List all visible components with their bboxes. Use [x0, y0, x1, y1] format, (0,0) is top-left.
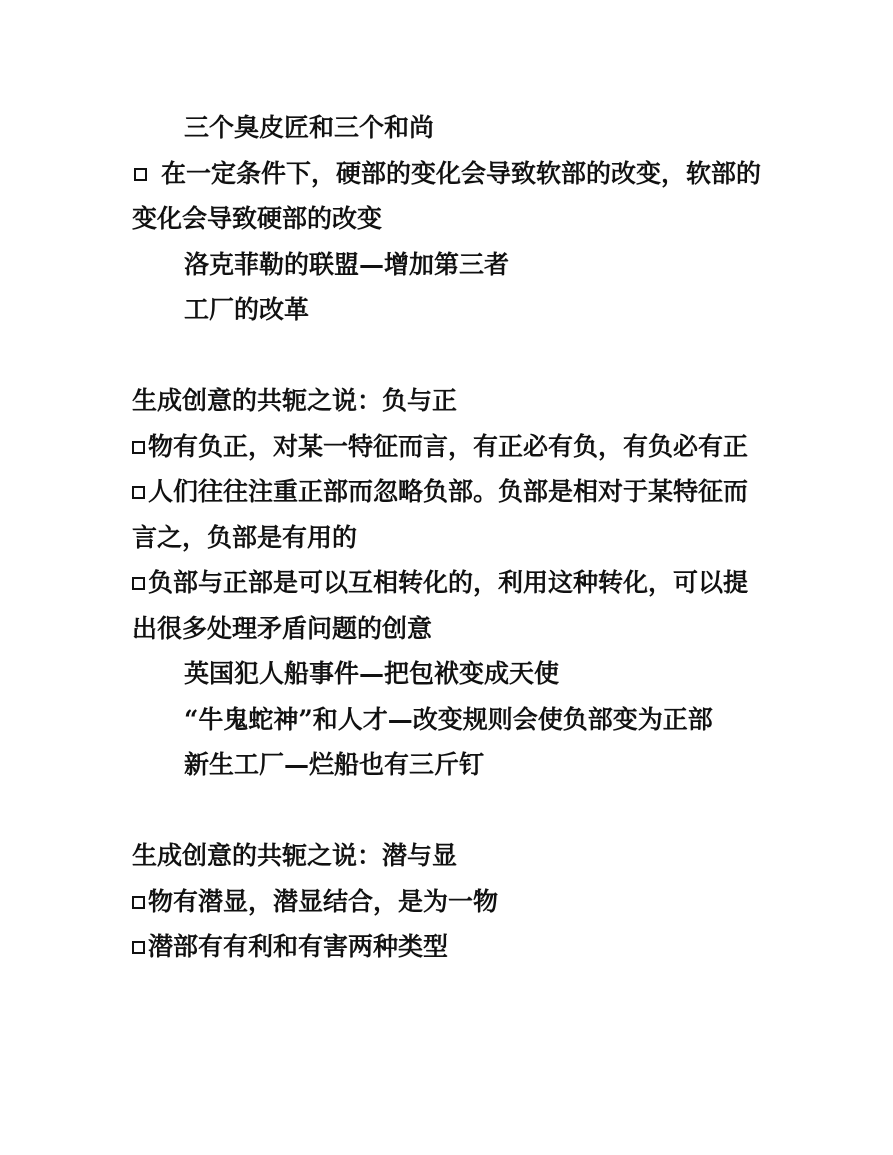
square-bullet-icon: [132, 896, 145, 909]
bullet-paragraph: [132, 469, 772, 560]
square-bullet-icon: [132, 486, 145, 499]
square-bullet-icon: [134, 168, 147, 181]
blank-line: [132, 333, 772, 379]
example-line: “牛鬼蛇神”和人才—改变规则会使负部变为正部: [184, 704, 713, 734]
bullet-text: 物有潜显，潜显结合，是为一物: [148, 886, 499, 916]
bullet-text: 负部与正部是可以互相转化的，利用这种转化，可以提出很多处理矛盾问题的创意: [132, 568, 749, 643]
section-heading: 生成创意的共轭之说：潜与显: [132, 841, 458, 870]
bullet-paragraph: [132, 151, 772, 242]
bullet-text: 在一定条件下，硬部的变化会导致软部的改变，软部的变化会导致硬部的改变: [132, 158, 762, 233]
example-line: 工厂的改革: [184, 295, 310, 324]
example-line: 英国犯人船事件—把包袱变成天使: [184, 659, 560, 688]
bullet-text: 人们往往注重正部而忽略负部。负部是相对于某特征而言之，负部是有用的: [132, 477, 749, 552]
square-bullet-icon: [132, 577, 145, 590]
bullet-paragraph: [132, 879, 772, 925]
section-heading: 生成创意的共轭之说：负与正: [132, 386, 458, 415]
bullet-paragraph: [132, 560, 772, 651]
bullet-text: 潜部有有利和有害两种类型: [148, 932, 449, 961]
bullet-paragraph: [132, 924, 772, 970]
blank-line: [132, 788, 772, 834]
bullet-text: 物有负正，对某一特征而言，有正必有负，有负必有正: [148, 431, 749, 461]
document-page: [132, 105, 772, 970]
square-bullet-icon: [132, 941, 145, 954]
example-line: 洛克菲勒的联盟—增加第三者: [184, 249, 510, 279]
example-line: 新生工厂—烂船也有三斤钉: [184, 750, 485, 779]
bullet-paragraph: [132, 424, 772, 470]
example-line: 三个臭皮匠和三个和尚: [184, 113, 435, 142]
square-bullet-icon: [132, 441, 145, 454]
